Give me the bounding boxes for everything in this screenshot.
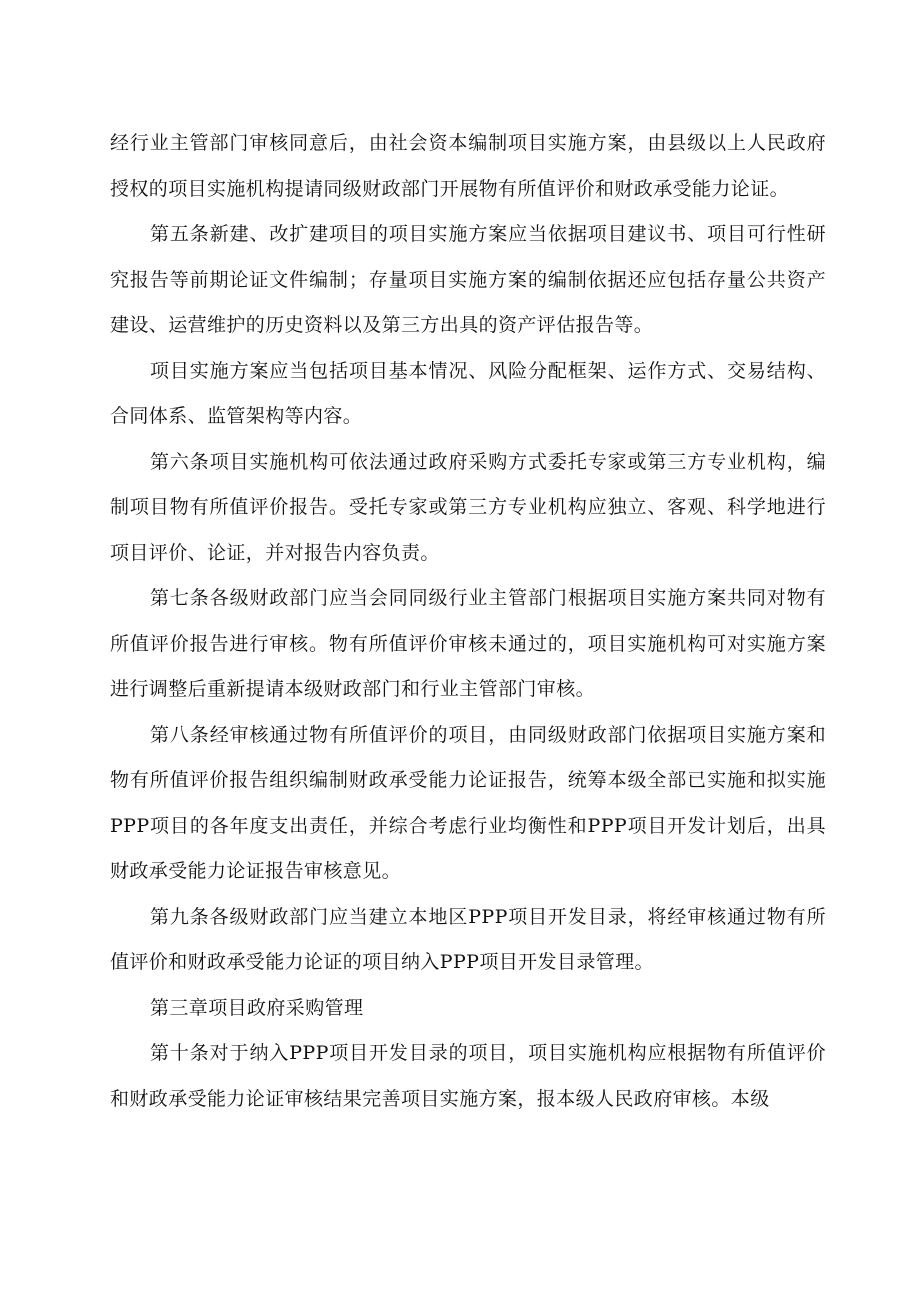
document-body — [110, 121, 826, 1122]
chapter-heading: 第三章项目政府采购管理 — [150, 996, 364, 1019]
paragraph-continuation: 经行业主管部门审核同意后，由社会资本编制项目实施方案，由县级以上人民政府授权的项目实施机构提请同级财政部门开展物有所值评价和财政承受能力论证。 — [110, 132, 826, 200]
paragraph-implementation-plan-contents: 项目实施方案应当包括项目基本情况、风险分配框架、运作方式、交易结构、合同体系、监管架构等内容。 — [110, 359, 826, 427]
paragraph-article-7: 第七条各级财政部门应当会同同级行业主管部门根据项目实施方案共同对物有所值评价报告进行审核。物有所值评价审核未通过的，项目实施机构可对实施方案进行调整后重新提请本级财政部门和行业主管部门审核。 — [110, 587, 826, 700]
paragraph-article-5: 第五条新建、改扩建项目的项目实施方案应当依据项目建议书、项目可行性研究报告等前期论证文件编制；存量项目实施方案的编制依据还应包括存量公共资产建设、运营维护的历史资料以及第三方出具的资产评估报告等。 — [110, 223, 826, 336]
paragraph-article-9: 第九条各级财政部门应当建立本地区PPP项目开发目录，将经审核通过物有所值评价和财政承受能力论证的项目纳入PPP项目开发目录管理。 — [110, 905, 826, 973]
paragraph-article-10: 第十条对于纳入PPP项目开发目录的项目，项目实施机构应根据物有所值评价和财政承受能力论证审核结果完善项目实施方案，报本级人民政府审核。本级 — [110, 1042, 826, 1110]
paragraph-article-8: 第八条经审核通过物有所值评价的项目，由同级财政部门依据项目实施方案和物有所值评价报告组织编制财政承受能力论证报告，统筹本级全部已实施和拟实施PPP项目的各年度支出责任，并综合考虑行业均衡性和PPP项目开发计划后，出具财政承受能力论证报告审核意见。 — [110, 723, 826, 882]
paragraph-article-6: 第六条项目实施机构可依法通过政府采购方式委托专家或第三方专业机构，编制项目物有所值评价报告。受托专家或第三方专业机构应独立、客观、科学地进行项目评价、论证，并对报告内容负责。 — [110, 450, 826, 564]
